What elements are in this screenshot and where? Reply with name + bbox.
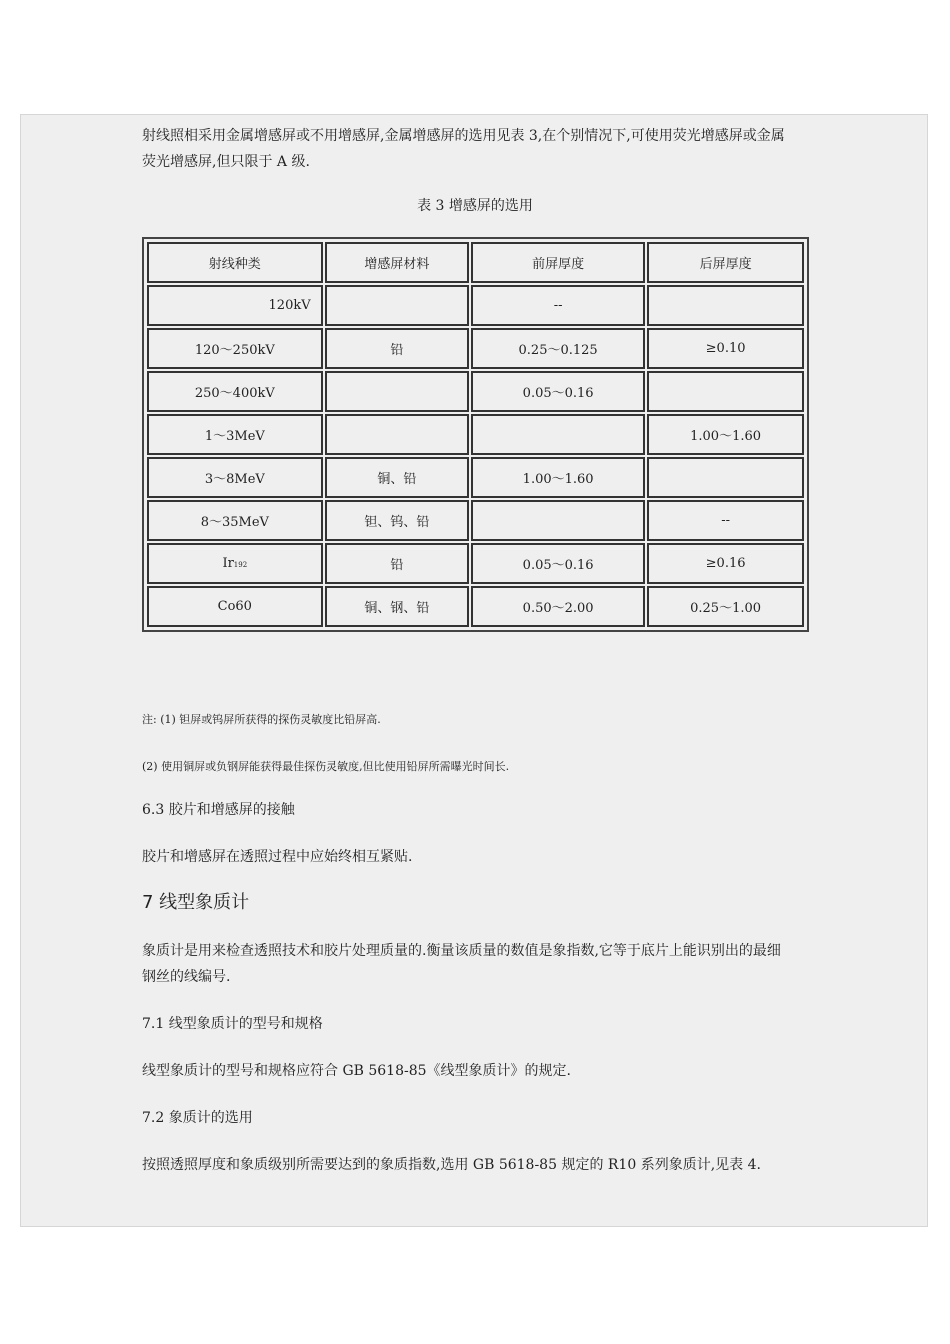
note-2: (2) 使用铜屏或负钢屏能获得最佳探伤灵敏度,但比使用铅屏所需曝光时间长. — [142, 760, 510, 773]
table-cell: -- — [647, 500, 804, 541]
table-caption: 表 3 增感屏的选用 — [417, 198, 533, 214]
table-cell — [647, 457, 804, 498]
isotope-mass-number: 192 — [233, 561, 248, 569]
table-cell: 8～35MeV — [147, 500, 323, 541]
section-7-2-text: 按照透照厚度和象质级别所需要达到的象质指数,选用 GB 5618-85 规定的 R10 系列象质计,见表 4. — [142, 1157, 761, 1173]
table-cell — [325, 414, 469, 455]
section-7-title: 7 线型象质计 — [142, 892, 250, 913]
table-cell: 120～250kV — [147, 328, 323, 369]
table-cell: 250～400kV — [147, 371, 323, 412]
section-6-3-title: 6.3 胶片和增感屏的接触 — [142, 802, 295, 818]
intro-line-1: 射线照相采用金属增感屏或不用增感屏,金属增感屏的选用见表 3,在个别情况下,可使用荧光增感屏或金属 — [142, 128, 785, 144]
header-screen-material: 增感屏材料 — [325, 242, 469, 283]
table-cell: ≥0.16 — [647, 543, 804, 584]
table-row — [147, 543, 804, 584]
table-cell: 铜、钢、铅 — [325, 586, 469, 627]
table-cell: 铅 — [325, 543, 469, 584]
section-7-1-text: 线型象质计的型号和规格应符合 GB 5618-85《线型象质计》的规定. — [142, 1063, 571, 1079]
table-cell — [471, 500, 645, 541]
table-cell — [471, 414, 645, 455]
header-ray-type: 射线种类 — [147, 242, 323, 283]
table-row — [147, 586, 804, 627]
section-7-paragraph — [142, 938, 822, 990]
table-cell: -- — [471, 285, 645, 326]
table-cell — [647, 371, 804, 412]
table-cell: 1.00～1.60 — [647, 414, 804, 455]
table-cell — [325, 285, 469, 326]
table-row — [147, 457, 804, 498]
table-cell: 铜、铅 — [325, 457, 469, 498]
intro-paragraph — [142, 123, 822, 175]
table-cell: ≥0.10 — [647, 328, 804, 369]
table-cell: 0.50～2.00 — [471, 586, 645, 627]
table-cell-ir192 — [147, 543, 323, 584]
table-cell: 0.25～1.00 — [647, 586, 804, 627]
table-cell: 1.00～1.60 — [471, 457, 645, 498]
section-6-3-text: 胶片和增感屏在透照过程中应始终相互紧贴. — [142, 849, 413, 865]
table-cell — [647, 285, 804, 326]
section-7-1-title: 7.1 线型象质计的型号和规格 — [142, 1016, 323, 1032]
header-back-thickness: 后屏厚度 — [647, 242, 804, 283]
note-1: 注: (1) 钽屏或钨屏所获得的探伤灵敏度比铅屏高. — [142, 713, 381, 726]
section-7-2-title: 7.2 象质计的选用 — [142, 1110, 253, 1126]
table-cell: 0.05～0.16 — [471, 371, 645, 412]
table-row — [147, 371, 804, 412]
document-page — [20, 114, 928, 1227]
table-cell: Co60 — [147, 586, 323, 627]
section-7-line-1: 象质计是用来检查透照技术和胶片处理质量的.衡量该质量的数值是象指数,它等于底片上能识别出的最细 — [142, 943, 781, 959]
table-cell: 1～3MeV — [147, 414, 323, 455]
table-cell: 钽、钨、铅 — [325, 500, 469, 541]
table-row — [147, 285, 804, 326]
table-row — [147, 328, 804, 369]
table-cell: 120kV — [147, 285, 323, 326]
table-cell: 0.25～0.125 — [471, 328, 645, 369]
table-row — [147, 500, 804, 541]
table-cell: 铅 — [325, 328, 469, 369]
intro-line-2: 荧光增感屏,但只限于 A 级. — [142, 154, 310, 170]
table-row — [147, 414, 804, 455]
table-cell — [325, 371, 469, 412]
section-7-line-2: 钢丝的线编号. — [142, 969, 231, 985]
table-cell: 3～8MeV — [147, 457, 323, 498]
isotope-symbol: Ir — [222, 556, 234, 571]
screen-selection-table — [142, 237, 809, 632]
table-header-row — [147, 242, 804, 283]
header-front-thickness: 前屏厚度 — [471, 242, 645, 283]
table-cell: 0.05～0.16 — [471, 543, 645, 584]
